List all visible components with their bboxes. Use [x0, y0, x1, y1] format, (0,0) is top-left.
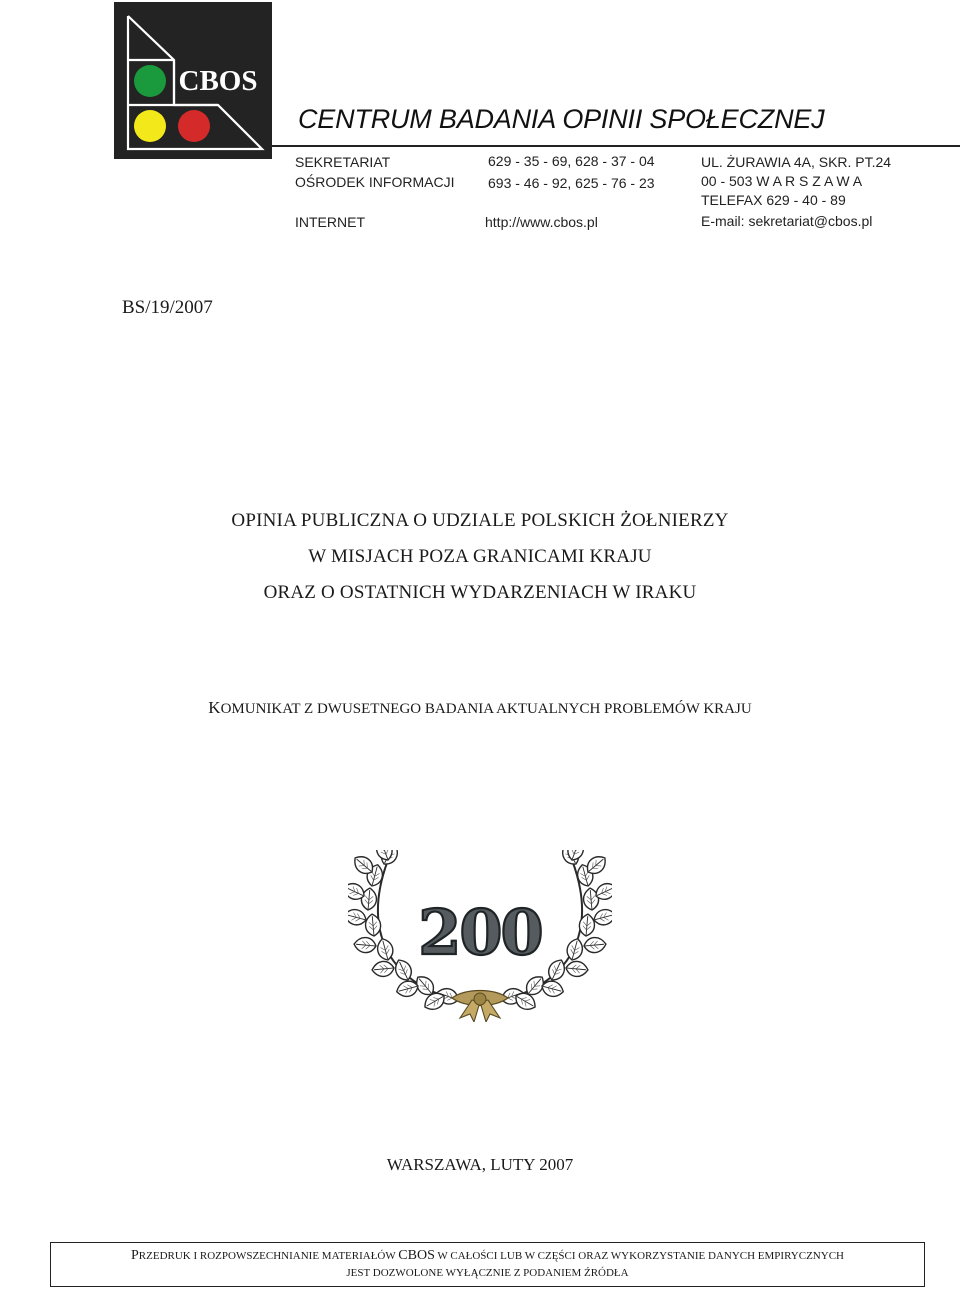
notice-brand: CBOS: [398, 1248, 435, 1263]
street-address: UL. ŻURAWIA 4A, SKR. PT.24: [701, 154, 892, 170]
postal-address: 00 - 503 W A R S Z A W A: [701, 173, 863, 189]
website-link[interactable]: http://www.cbos.pl: [485, 214, 598, 230]
organization-name: CENTRUM BADANIA OPINII SPOŁECZNEJ: [298, 104, 825, 134]
document-subtitle: [0, 698, 960, 718]
email-link[interactable]: E-mail: sekretariat@cbos.pl: [701, 213, 873, 229]
notice-line-2: JEST DOZWOLONE WYŁĄCZNIE Z PODANIEM ŹRÓDŁA: [346, 1267, 629, 1279]
title-line-2: W MISJACH POZA GRANICAMI KRAJU: [308, 546, 652, 567]
document-title: [0, 503, 960, 611]
notice-text-part1: RZEDRUK I ROZPOWSZECHNIANIE MATERIAŁÓW: [138, 1250, 399, 1262]
green-light-icon: [134, 65, 166, 97]
anniversary-number: 200: [418, 896, 542, 969]
header-divider: [272, 145, 960, 147]
subtitle-initial: K: [208, 698, 221, 717]
yellow-light-icon: [134, 110, 166, 142]
secretariat-label: SEKRETARIAT: [295, 154, 391, 170]
logo-text: CBOS: [178, 65, 258, 97]
cbos-logo: [114, 2, 272, 159]
title-line-1: OPINIA PUBLICZNA O UDZIALE POLSKICH ŻOŁNIERZY: [231, 510, 729, 531]
internet-label: INTERNET: [295, 214, 365, 230]
place-and-date: WARSZAWA, LUTY 2007: [386, 1155, 574, 1174]
telefax: TELEFAX 629 - 40 - 89: [701, 192, 846, 208]
info-center-label: OŚRODEK INFORMACJI: [295, 174, 455, 190]
subtitle-text: OMUNIKAT Z DWUSETNEGO BADANIA AKTUALNYCH PROBLEMÓW KRAJU: [220, 701, 752, 717]
info-center-phone: 693 - 46 - 92, 625 - 76 - 23: [488, 175, 655, 191]
ribbon-icon: [452, 991, 508, 1023]
anniversary-wreath-icon: [348, 850, 612, 1022]
notice-text-part2: W CAŁOŚCI LUB W CZĘŚCI ORAZ WYKORZYSTANIE DANYCH EMPIRYCZNYCH: [434, 1250, 844, 1262]
notice-initial: P: [131, 1248, 139, 1263]
secretariat-phone: 629 - 35 - 69, 628 - 37 - 04: [488, 153, 655, 169]
copyright-notice: [50, 1242, 925, 1287]
title-line-3: ORAZ O OSTATNICH WYDARZENIACH W IRAKU: [263, 582, 697, 603]
notice-line-1: [51, 1247, 924, 1265]
document-number: BS/19/2007: [122, 297, 213, 318]
red-light-icon: [178, 110, 210, 142]
